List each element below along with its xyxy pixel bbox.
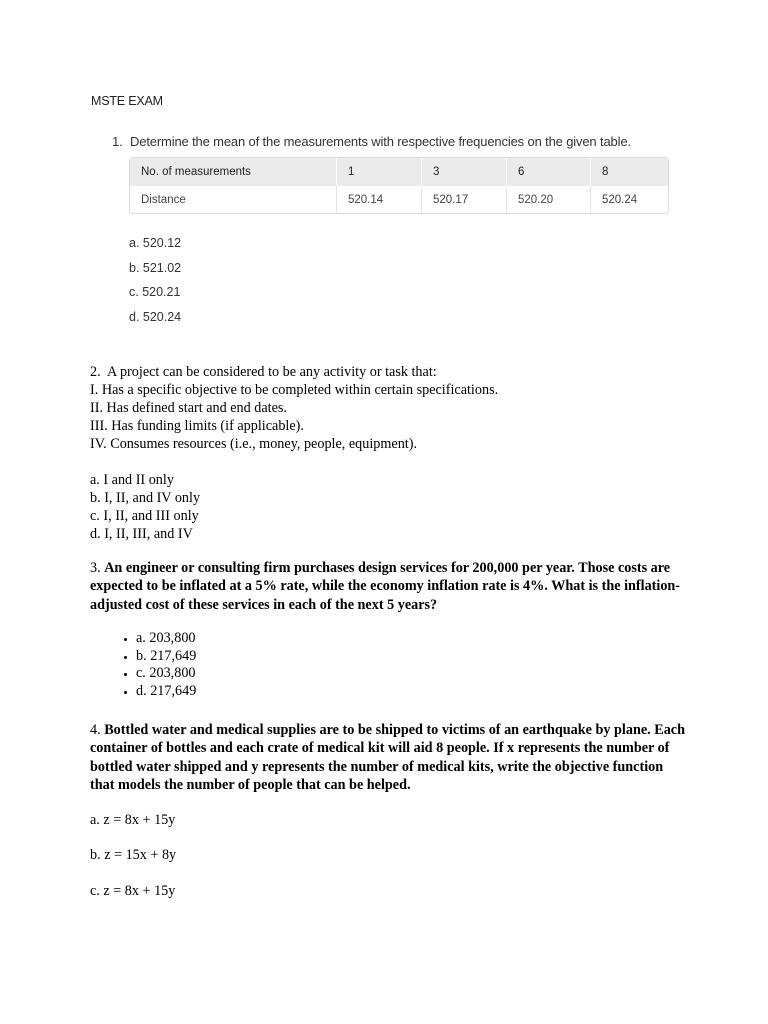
list-item: I. Has a specific objective to be completed within certain specifications. [90,382,499,398]
table-header-cell: 6 [507,158,591,186]
question-4 [90,721,690,900]
list-item: IV. Consumes resources (i.e., money, people, equipment). [90,436,418,452]
option-b: b. I, II, and IV only [90,490,201,506]
table-cell: 520.24 [602,193,638,206]
option-d: d. I, II, III, and IV [90,526,193,542]
question-3-number: 3. [90,560,101,576]
question-3-options [90,630,690,701]
table-header-cell: 8 [591,158,668,186]
option-a: a. I and II only [90,472,174,488]
option-d: • d. 217,649 [136,683,690,701]
option-d: d. 520.24 [129,309,182,324]
table-cell: 520.14 [337,186,422,213]
question-3-text: An engineer or consulting firm purchases design services for 200,000 per year. Those costs are expected to be inflated at a 5% rate, while the economy inflation rate is 4%. What is the inflation-adjusted cost of these services in each of the next 5 years? [90,560,681,613]
list-item: III. Has funding limits (if applicable). [90,418,304,434]
option-a: • a. 203,800 [136,630,690,648]
option-a: a. 520.12 [129,236,182,250]
table-cell: Distance [130,186,337,213]
option-b: b. 521.02 [129,260,182,275]
frequency-table [129,157,669,214]
table-row [130,186,668,213]
question-1-text: Determine the mean of the measurements with respective frequencies on the given table. [130,134,631,149]
table-header-cell: 1 [337,158,422,186]
question-1 [112,134,672,149]
option-b: b. z = 15x + 8y [90,847,177,864]
table-header-cell: No. of measurements [130,158,337,186]
table-header-row [130,158,668,186]
question-2-prompt [90,363,690,381]
question-1-prompt [112,134,672,149]
option-b: • b. 217,649 [136,648,690,666]
table-cell: 520.20 [507,186,591,213]
table-header-cell: 3 [422,158,507,186]
list-item: II. Has defined start and end dates. [90,400,287,416]
table-cell: 520.17 [422,186,507,213]
option-c: c. 520.21 [129,285,181,299]
option-c: • c. 203,800 [136,665,690,683]
question-1-number: 1. [112,134,123,149]
question-2-text: A project can be considered to be any activity or task that: [106,364,437,380]
question-3-prompt [90,559,690,614]
option-c: c. z = 8x + 15y [90,882,176,899]
question-3 [90,559,690,701]
question-4-prompt [90,721,690,794]
exam-title: MSTE EXAM [91,94,163,108]
option-c: c. I, II, and III only [90,508,199,524]
option-a: a. z = 8x + 15y [90,812,176,829]
question-4-text: Bottled water and medical supplies are to be shipped to victims of an earthquake by plane. Each container of bottles and each crate of medical kit will aid 8 people. If x represents the number of bottled water shipped and y represents the number of medical kits, write the objective function that models the number of people that can be helped. [90,722,685,793]
question-2 [90,363,690,543]
question-1-options [129,236,181,334]
question-2-number: 2. [90,364,101,380]
question-4-number: 4. [90,722,101,738]
